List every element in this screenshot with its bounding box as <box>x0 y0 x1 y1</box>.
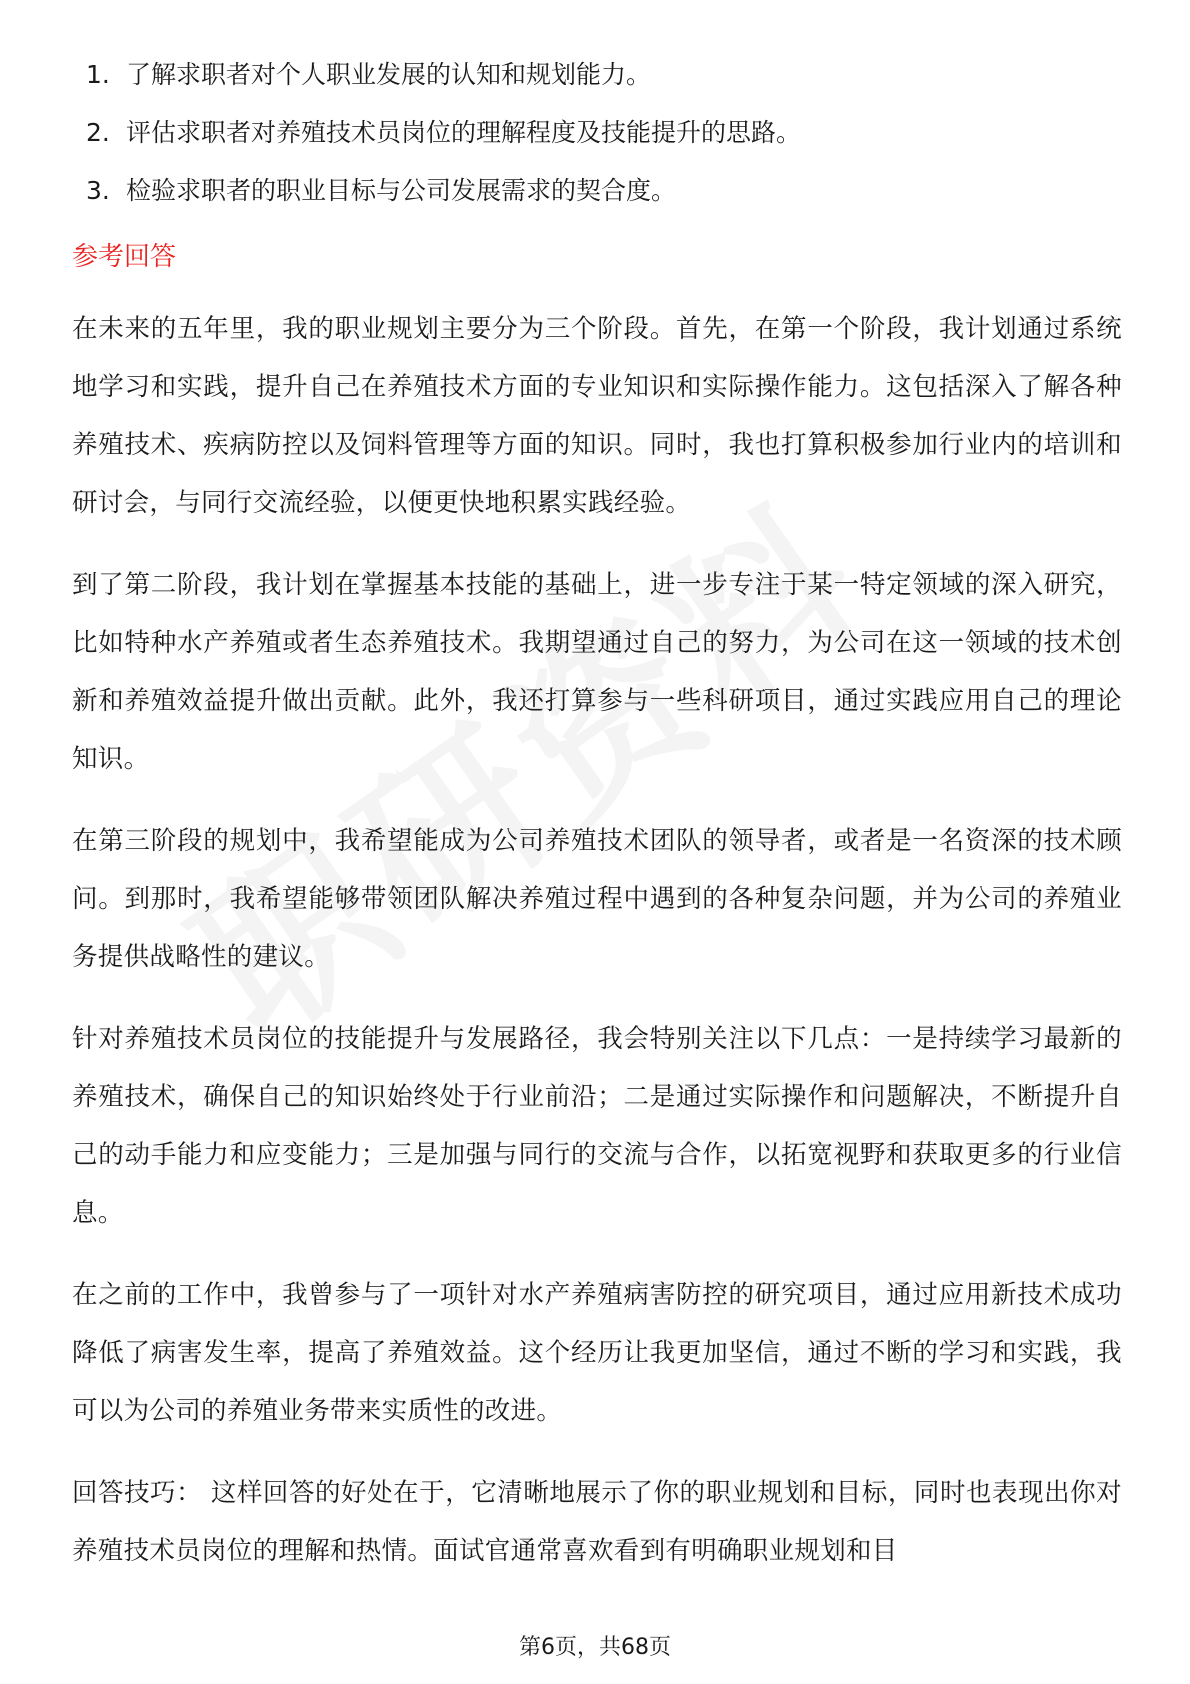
document-body <box>72 58 1122 1580</box>
paragraph: 回答技巧： 这样回答的好处在于，它清晰地展示了你的职业规划和目标，同时也表现出你对养殖技术员岗位的理解和热情。面试官通常喜欢看到有明确职业规划和目 <box>72 1478 1122 1566</box>
list-item <box>86 116 1122 174</box>
page-number: 第6页，共68页 <box>519 1635 671 1660</box>
list-text: 检验求职者的职业目标与公司发展需求的契合度。 <box>126 176 677 205</box>
paragraph: 在未来的五年里，我的职业规划主要分为三个阶段。首先，在第一个阶段，我计划通过系统地学习和实践，提升自己在养殖技术方面的专业知识和实际操作能力。这包括深入了解各种养殖技术、疾病防控以及饲料管理等方面的知识。同时，我也打算积极参加行业内的培训和研讨会，与同行交流经验，以便更快地积累实践经验。 <box>72 314 1122 518</box>
section-title-answer: 参考回答 <box>72 242 177 272</box>
list-number: 3. <box>86 176 110 205</box>
paragraph: 针对养殖技术员岗位的技能提升与发展路径，我会特别关注以下几点：一是持续学习最新的养殖技术，确保自己的知识始终处于行业前沿；二是通过实际操作和问题解决，不断提升自己的动手能力和应变能力；三是加强与同行的交流与合作，以拓宽视野和获取更多的行业信息。 <box>72 1024 1122 1228</box>
list-text: 评估求职者对养殖技术员岗位的理解程度及技能提升的思路。 <box>126 118 802 147</box>
list-number: 1. <box>86 60 110 89</box>
list-item <box>86 58 1122 116</box>
paragraph: 在第三阶段的规划中，我希望能成为公司养殖技术团队的领导者，或者是一名资深的技术顾问。到那时，我希望能够带领团队解决养殖过程中遇到的各种复杂问题，并为公司的养殖业务提供战略性的建议。 <box>72 826 1122 972</box>
list-text: 了解求职者对个人职业发展的认知和规划能力。 <box>126 60 652 89</box>
list-number: 2. <box>86 118 110 147</box>
list-item <box>86 174 1122 232</box>
paragraph: 在之前的工作中，我曾参与了一项针对水产养殖病害防控的研究项目，通过应用新技术成功降低了病害发生率，提高了养殖效益。这个经历让我更加坚信，通过不断的学习和实践，我可以为公司的养殖业务带来实质性的改进。 <box>72 1280 1122 1426</box>
paragraph: 到了第二阶段，我计划在掌握基本技能的基础上，进一步专注于某一特定领域的深入研究，比如特种水产养殖或者生态养殖技术。我期望通过自己的努力，为公司在这一领域的技术创新和养殖效益提升做出贡献。此外，我还打算参与一些科研项目，通过实践应用自己的理论知识。 <box>72 570 1122 774</box>
goal-list <box>72 58 1122 232</box>
